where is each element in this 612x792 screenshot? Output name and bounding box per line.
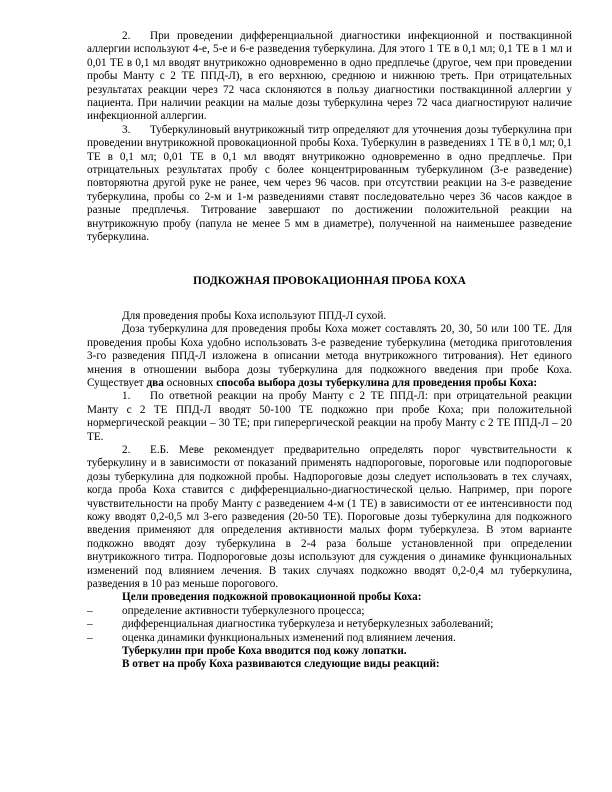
paragraph-text: Доза туберкулина для проведения пробы Коха может составлять 20, 30, 50 или 100 ТЕ. Для проведения пробы Коха удобно использовать 3-е разведение туберкулина (методика приготовления 3-го разведения ППД-Л изложена в описании метода внутрикожного титрования). Нет единого мнения в отношении выбора дозы туберкулина для подкожного введения при пробе Коха. Существует	[87, 323, 572, 389]
paragraph-ppd: Для проведения пробы Коха используют ППД-Л сухой.	[122, 309, 387, 322]
list-item	[87, 618, 572, 631]
item-number: 2.	[122, 443, 131, 456]
numbered-paragraph-2	[87, 30, 572, 124]
paragraph-dose	[87, 323, 572, 390]
injection-site-line: Туберкулин при пробе Коха вводится под кожу лопатки.	[122, 645, 407, 658]
section-heading: ПОДКОЖНАЯ ПРОВОКАЦИОННАЯ ПРОБА КОХА	[193, 274, 466, 287]
item-number: 2.	[122, 30, 131, 42]
bold-text: два	[146, 376, 164, 389]
bold-text: способа выбора дозы туберкулина для проведения пробы Коха:	[216, 376, 538, 389]
dash-marker: –	[87, 618, 93, 631]
list-item-text: определение активности туберкулезного процесса;	[122, 604, 365, 617]
paragraph-text: основных	[163, 376, 217, 389]
list-item-text: оценка динамики функциональных изменений под влиянием лечения.	[122, 631, 456, 644]
dash-marker: –	[87, 604, 93, 617]
list-item	[87, 632, 572, 645]
item-text: По ответной реакции на пробу Манту с 2 ТЕ ППД-Л: при отрицательной реакции Манту с 2 ТЕ ППД-Л вводят 50-100 ТЕ подкожно при пробе Коха; при положительной нормергической реакции – 30 ТЕ; при гиперергической реакции на пробу Манту с 2 ТЕ ППД-Л – 20 ТЕ.	[87, 390, 572, 443]
method-1	[87, 390, 572, 444]
item-text: Туберкулиновый внутрикожный титр определяют для уточнения дозы туберкулина при проведении внутрикожной провокационной пробы Коха. Туберкулин в разведениях 1 ТЕ в 0,1 мл; 0,1 ТЕ в 0,1 мл; 0,01 ТЕ в 0,1 мл вводят внутрикожно одновременно в одно предплечье. При отрицательных результатах пробу с более концентрированным туберкулином (3-е разведение) повторяютна другой руке не ранее, чем через 96 часов. при отсутствии реакции на 3-е разведение туберкулина, пробы со 2-м и 1-м разведениями ставят последовательно через 36 часов каждое в разные предплечья. Титрование завершают по достижении положительной реакции на внутрикожную пробу (папула не менее 5 мм в диаметре), полученной на наименьшее разведение туберкулина.	[87, 123, 572, 244]
goals-heading: Цели проведения подкожной провокационной пробы Коха:	[122, 591, 422, 604]
reactions-line: В ответ на пробу Коха развиваются следующие виды реакций:	[122, 658, 440, 671]
item-number: 1.	[122, 390, 131, 403]
dash-marker: –	[87, 631, 93, 644]
list-item-text: дифференциальная диагностика туберкулеза и нетуберкулезных заболеваний;	[122, 618, 494, 631]
list-item	[87, 605, 572, 618]
item-number: 3.	[122, 123, 131, 136]
item-text: Е.Б. Меве рекомендует предварительно определять порог чувствительности к туберкулину и в зависимости от показаний применять надпороговые, пороговые или подпороговые дозы туберкулина для подкожной пробы. Надпороговые дозы следует использовать в тех случаях, когда проба Коха ставится с дифференциально-диагностической целью. Например, при пороге чувствительности на пробу Манту с разведением 4-м (1 ТЕ) в зависимости от ее интенсивности под кожу вводят 0,2-0,5 мл 3-его разведения (20-50 ТЕ). Пороговые дозы туберкулина для подкожного введения применяют для определения активности малых форм туберкулеза. В этом варианте подкожно вводят дозу туберкулина в 2-4 раза больше установленной при определении внутрикожного титра. Подпороговые дозы используют для суждения о динамике функциональных изменений под влиянием лечения. В таких случаях подкожно вводят 0,2-0,4 мл туберкулина, разведения в 10 раз меньше порогового.	[87, 443, 572, 591]
item-text: При проведении дифференциальной диагностики инфекционной и поствакцинной аллергии используют 4-е, 5-е и 6-е разведения туберкулина. Для этого 1 ТЕ в 0,1 мл; 0,1 ТЕ в 1 мл и 0,01 ТЕ в 0,1 мл вводят внутрикожно одновременно в одно предплечье (другое, чем при проведении пробы Манту с 2 ТЕ ППД-Л), в его верхнюю, среднюю и нижнюю треть. При отрицательных результатах реакции через 72 часа склоняются в пользу диагностики поствакцинной аллергии у пациента. При наличии реакции на малые дозы туберкулина через 72 часа диагностируют наличие инфекционной аллергии.	[87, 30, 572, 123]
numbered-paragraph-3	[87, 124, 572, 245]
method-2	[87, 444, 572, 591]
